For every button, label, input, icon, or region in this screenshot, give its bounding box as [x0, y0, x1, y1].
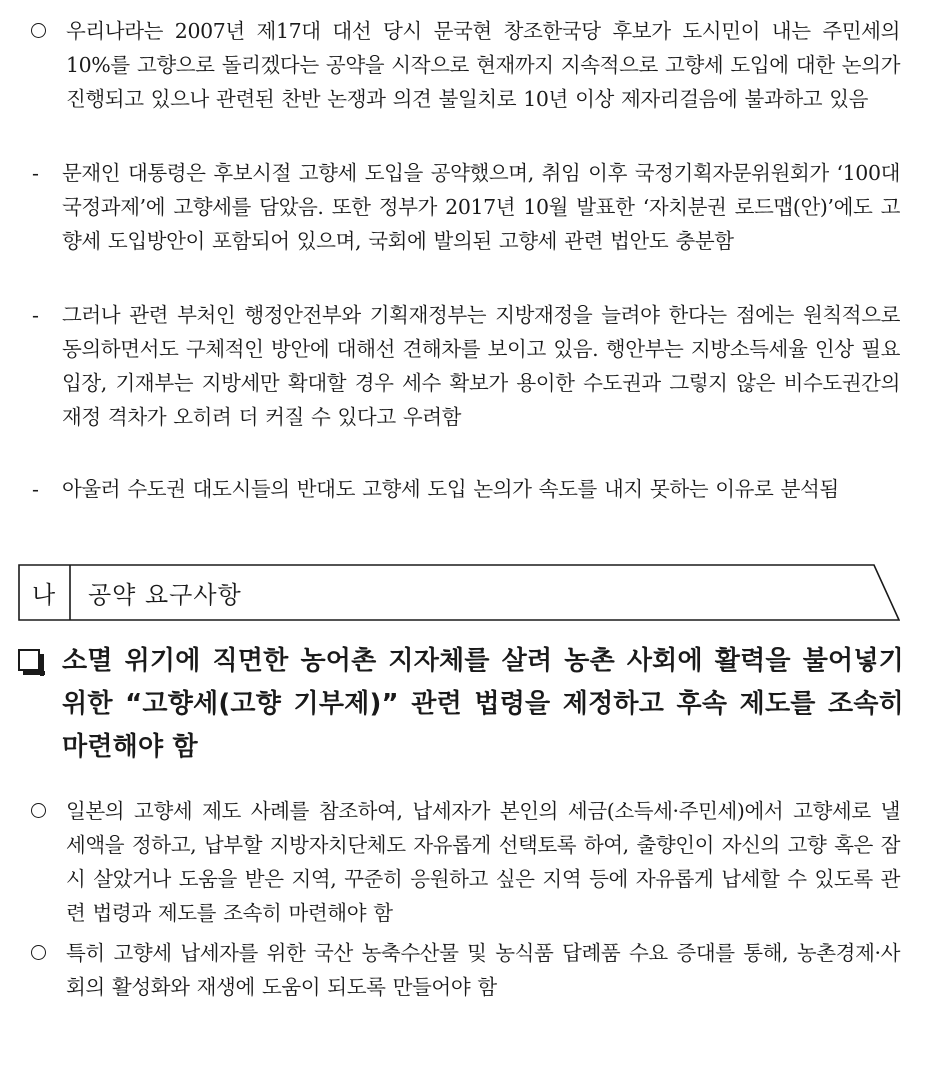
paragraph-text: 일본의 고향세 제도 사례를 참조하여, 납세자가 본인의 세금(소득세·주민세)에서 고향세로 낼 세액을 정하고, 납부할 지방자치단체도 자유롭게 선택토록 하여, 출향인이 자신의 고향 혹은 잠시 살았거나 도움을 받은 지역, 꾸준히 응원하고 싶은 지역 등에 자유롭게 납세할 수 있도록 관련 법령과 제도를 조속히 마련해야 함 [66, 799, 900, 925]
background-subpoint-2 [30, 298, 900, 434]
requirement-paragraph-1 [30, 794, 900, 930]
requirement-heading [18, 640, 904, 769]
heading-text: 소멸 위기에 직면한 농어촌 지자체를 살려 농촌 사회에 활력을 불어넣기 위한 “고향세(고향 기부제)” 관련 법령을 제정하고 후속 제도를 조속히 마련해야 함 [62, 646, 904, 762]
background-subpoint-3 [30, 472, 900, 506]
section-number: 나 [32, 581, 56, 609]
dash-bullet: - [32, 477, 39, 501]
paragraph-text: 특히 고향세 납세자를 위한 국산 농축수산물 및 농식품 답례품 수요 증대를 통해, 농촌경제·사회의 활성화와 재생에 도움이 되도록 만들어야 함 [66, 941, 900, 999]
background-paragraph-1 [30, 14, 900, 116]
dash-bullet: - [32, 303, 39, 327]
background-subpoint-1 [30, 156, 900, 258]
section-header [18, 564, 900, 621]
circle-bullet-icon [31, 945, 46, 960]
section-title: 공약 요구사항 [88, 581, 242, 609]
circle-bullet-icon [31, 803, 46, 818]
paragraph-text: 아울러 수도권 대도시들의 반대도 고향세 도입 논의가 속도를 내지 못하는 이유로 분석됨 [62, 477, 839, 501]
paragraph-text: 우리나라는 2007년 제17대 대선 당시 문국현 창조한국당 후보가 도시민이 내는 주민세의 10%를 고향으로 돌리겠다는 공약을 시작으로 현재까지 지속적으로 고향세 도입에 대한 논의가 진행되고 있으나 관련된 찬반 논쟁과 의견 불일치로 10년 이상 제자리걸음에 불과하고 있음 [66, 19, 900, 111]
circle-bullet-icon [31, 23, 46, 38]
requirement-paragraph-2 [30, 936, 900, 1004]
checkbox-icon [18, 649, 40, 671]
paragraph-text: 그러나 관련 부처인 행정안전부와 기획재정부는 지방재정을 늘려야 한다는 점에는 원칙적으로 동의하면서도 구체적인 방안에 대해선 견해차를 보이고 있음. 행안부는 지방소득세율 인상 필요 입장, 기재부는 지방세만 확대할 경우 세수 확보가 용이한 수도권과 그렇지 않은 비수도권간의 재정 격차가 오히려 더 커질 수 있다고 우려함 [62, 303, 900, 429]
paragraph-text: 문재인 대통령은 후보시절 고향세 도입을 공약했으며, 취임 이후 국정기획자문위원회가 ‘100대 국정과제’에 고향세를 담았음. 또한 정부가 2017년 10월 발표한 ‘자치분권 로드맵(안)’에도 고향세 도입방안이 포함되어 있으며, 국회에 발의된 고향세 관련 법안도 충분함 [62, 161, 900, 253]
dash-bullet: - [32, 161, 39, 185]
